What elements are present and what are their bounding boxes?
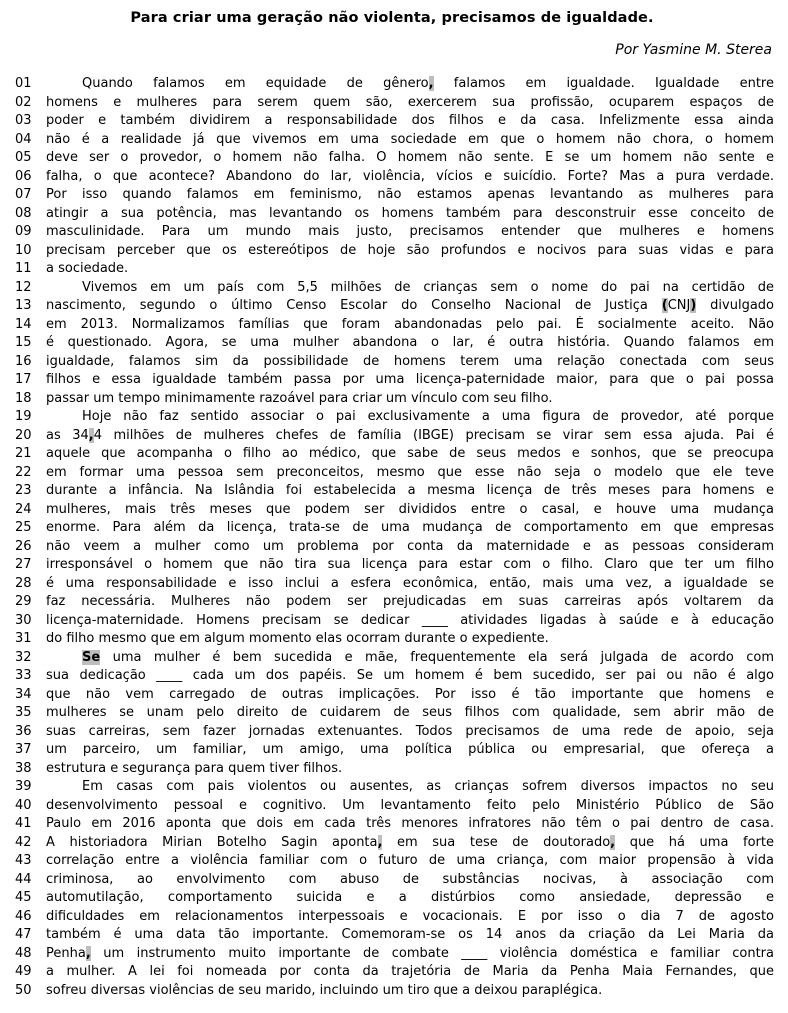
line-number: 45 <box>15 890 32 905</box>
line-number: 11 <box>15 261 32 276</box>
highlight-mark: , <box>610 834 616 850</box>
text-segment: não é a realidade já que vivemos em uma sociedade em que o homem não chora, o homem <box>46 131 774 147</box>
line-text <box>46 760 774 779</box>
line-text <box>46 260 774 279</box>
text-segment: dificuldades em relacionamentos interpessoais e vocacionais. E por isso o dia 7 de agosto <box>46 908 774 924</box>
line-text <box>46 926 774 945</box>
line-number: 23 <box>15 483 32 498</box>
line-number: 20 <box>15 427 32 443</box>
text-line <box>10 168 774 187</box>
text-segment: a sociedade. <box>46 261 129 276</box>
line-text <box>46 334 774 353</box>
highlight-mark: , <box>88 427 94 443</box>
text-segment: um parceiro, um familiar, um amigo, uma política pública ou empresarial, que ofereça a <box>46 742 774 757</box>
text-line <box>10 149 774 168</box>
line-text <box>46 834 774 853</box>
text-line <box>10 334 774 353</box>
text-line <box>10 797 774 816</box>
line-text <box>46 353 774 372</box>
line-text <box>46 723 774 742</box>
text-line <box>10 186 774 205</box>
text-segment: a mulher. A lei foi nomeada por conta da trajetória de Maria da Penha Maia Fernandes, que <box>46 964 774 979</box>
line-text <box>46 112 774 131</box>
text-segment: CNJ <box>667 298 691 313</box>
line-number: 02 <box>15 94 32 110</box>
text-segment: precisam perceber que os estereótipos de hoje são profundos e nocivos para suas vidas e para <box>46 242 774 258</box>
line-number: 28 <box>15 575 32 591</box>
text-segment: passar um tempo minimamente razoável para criar um vínculo com seu filho. <box>46 390 553 406</box>
line-text <box>46 630 774 649</box>
line-number: 33 <box>15 668 32 683</box>
line-number: 44 <box>15 871 32 887</box>
line-number: 37 <box>15 742 32 757</box>
text-line <box>10 538 774 557</box>
highlight-mark: Se <box>82 649 101 665</box>
text-line <box>10 963 774 982</box>
line-number: 06 <box>15 168 32 184</box>
line-number: 22 <box>15 464 32 480</box>
text-segment: desenvolvimento pessoal e cognitivo. Um levantamento feito pelo Ministério Público de São <box>46 797 774 813</box>
text-segment: durante a infância. Na Islândia foi estabelecida a mesma licença de três meses para homens e <box>46 483 774 498</box>
text-line <box>10 519 774 538</box>
line-text <box>46 519 774 538</box>
line-text <box>46 316 774 335</box>
text-segment: licença-maternidade. Homens precisam se dedicar ____ atividades ligadas à saúde e à educação <box>46 612 774 628</box>
line-text <box>46 297 774 316</box>
text-line <box>10 649 774 668</box>
text-line <box>10 778 774 797</box>
line-number: 39 <box>15 779 32 794</box>
text-line <box>10 686 774 705</box>
text-line <box>10 223 774 242</box>
text-segment: Vivemos em um país com 5,5 milhões de crianças sem o nome do pai na certidão de <box>82 279 774 295</box>
text-segment: atingir a sua potência, mas levantando os homens também para desconstruir esse conceito de <box>46 205 774 221</box>
line-number: 32 <box>15 649 32 665</box>
line-text <box>46 482 774 501</box>
line-number: 27 <box>15 557 32 572</box>
text-segment: Em casas com pais violentos ou ausentes, as crianças sofrem diversos impactos no seu <box>82 779 774 794</box>
line-number: 10 <box>15 242 32 258</box>
page-title: Para criar uma geração não violenta, precisamos de igualdade. <box>130 10 654 26</box>
text-line <box>10 630 774 649</box>
text-line <box>10 94 774 113</box>
line-number: 47 <box>15 927 32 942</box>
line-text <box>46 371 774 390</box>
text-segment: faz necessária. Mulheres não podem ser prejudicadas em suas carreiras após voltarem da <box>46 594 774 609</box>
text-segment: que há uma forte <box>615 834 774 850</box>
line-number: 05 <box>15 150 32 165</box>
text-segment: homens e mulheres para serem quem são, exercerem sua profissão, ocuparem espaços de <box>46 94 774 110</box>
text-segment: em sua tese de doutorado <box>382 834 611 850</box>
line-text <box>46 852 774 871</box>
line-text <box>46 815 774 834</box>
text-segment: falha, o que acontece? Abandono do lar, violência, vícios e suicídio. Forte? Mas a pura verdade. <box>46 168 774 184</box>
text-line <box>10 297 774 316</box>
text-segment: suas carreiras, sem fazer jornadas extenuantes. Todos precisamos de uma rede de apoio, seja <box>46 723 774 739</box>
line-number: 07 <box>15 187 32 202</box>
highlight-mark: ) <box>690 298 697 313</box>
text-segment: enorme. Para além da licença, trata-se de uma mudança de comportamento em que empresas <box>46 520 774 535</box>
text-segment: Paulo em 2016 aponta que dois em cada três menores infratores não têm o pai dentro de casa. <box>46 816 774 831</box>
text-line <box>10 75 774 94</box>
line-number: 40 <box>15 797 32 813</box>
text-segment: Quando falamos em equidade de gênero <box>82 76 429 91</box>
text-line <box>10 667 774 686</box>
line-text <box>46 279 774 298</box>
line-text <box>46 686 774 705</box>
text-line <box>10 482 774 501</box>
text-segment: nascimento, segundo o último Censo Escolar do Conselho Nacional de Justiça <box>46 298 662 313</box>
line-text <box>46 704 774 723</box>
line-text <box>46 94 774 113</box>
text-segment: deve ser o provedor, o homem não falha. O homem não sente. E se um homem não sente e <box>46 150 774 165</box>
text-segment: em 2013. Normalizamos famílias que foram abandonadas pelo pai. É socialmente aceito. Não <box>46 316 774 332</box>
text-body <box>10 75 774 1000</box>
text-line <box>10 445 774 464</box>
text-line <box>10 612 774 631</box>
line-number: 15 <box>15 335 32 350</box>
highlight-mark: , <box>377 834 383 850</box>
line-text <box>46 390 774 409</box>
line-number: 29 <box>15 594 32 609</box>
line-number: 43 <box>15 853 32 868</box>
text-segment: é questionado. Agora, se uma mulher abandona o lar, é outra história. Quando falamos em <box>46 335 774 350</box>
text-line <box>10 501 774 520</box>
line-number: 09 <box>15 224 32 239</box>
text-line <box>10 908 774 927</box>
highlight-mark: , <box>428 76 434 91</box>
highlight-mark: ( <box>661 298 668 313</box>
line-number: 24 <box>15 501 32 517</box>
text-line <box>10 427 774 446</box>
text-line <box>10 760 774 779</box>
line-text <box>46 205 774 224</box>
line-number: 17 <box>15 372 32 387</box>
line-number: 34 <box>15 686 32 702</box>
line-text <box>46 593 774 612</box>
text-line <box>10 945 774 964</box>
text-segment: uma mulher é bem sucedida e mãe, frequentemente ela será julgada de acordo com <box>100 649 774 665</box>
text-line <box>10 371 774 390</box>
line-number: 19 <box>15 409 32 424</box>
text-line <box>10 390 774 409</box>
line-number: 08 <box>15 205 32 221</box>
line-text <box>46 408 774 427</box>
text-segment: não veem a mulher como um problema por conta da maternidade e as pessoas consideram <box>46 538 774 554</box>
line-text <box>46 501 774 520</box>
line-number: 36 <box>15 723 32 739</box>
text-line <box>10 464 774 483</box>
line-text <box>46 427 774 446</box>
line-text <box>46 741 774 760</box>
author-byline: Por Yasmine M. Sterea <box>615 42 772 58</box>
line-text <box>46 575 774 594</box>
line-number: 31 <box>15 631 32 646</box>
text-segment: 4 milhões de mulheres chefes de família (IBGE) precisam se virar sem essa ajuda. Pai é <box>93 427 774 443</box>
text-segment: aquele que acompanha o filho ao médico, que sabe de seus medos e sonhos, que se preocupa <box>46 446 774 461</box>
highlight-mark: , <box>85 945 91 961</box>
line-number: 14 <box>15 316 32 332</box>
text-segment: irresponsável o homem que não tira sua licença para estar com o filho. Claro que ter um filho <box>46 557 774 572</box>
text-line <box>10 889 774 908</box>
line-number: 48 <box>15 945 32 961</box>
line-text <box>46 556 774 575</box>
text-line <box>10 316 774 335</box>
text-segment: em formar uma pessoa sem preconceitos, mesmo que esse não seja o modelo que ele teve <box>46 464 774 480</box>
line-number: 46 <box>15 908 32 924</box>
text-line <box>10 242 774 261</box>
line-text <box>46 464 774 483</box>
text-line <box>10 871 774 890</box>
text-segment: que não vem carregado de outras implicações. Por isso é tão importante que homens e <box>46 686 774 702</box>
text-line <box>10 982 774 1001</box>
text-segment: mulheres, mais três meses que podem ser divididos entre o casal, e houve uma mudança <box>46 501 774 517</box>
text-segment: filhos e essa igualdade também passa por uma licença-paternidade maior, para que o pai possa <box>46 372 774 387</box>
line-text <box>46 778 774 797</box>
text-line <box>10 408 774 427</box>
text-segment: automutilação, comportamento suicida e a distúrbios como ansiedade, depressão e <box>46 890 774 905</box>
line-number: 49 <box>15 964 32 979</box>
line-text <box>46 131 774 150</box>
line-number: 25 <box>15 520 32 535</box>
line-text <box>46 889 774 908</box>
line-number: 01 <box>15 76 32 91</box>
line-text <box>46 982 774 1001</box>
text-segment: é uma responsabilidade e isso inclui a esfera econômica, então, mais uma vez, a igualdade se <box>46 575 774 591</box>
line-number: 42 <box>15 834 32 850</box>
line-text <box>46 667 774 686</box>
line-text <box>46 797 774 816</box>
line-number: 38 <box>15 760 32 776</box>
line-text <box>46 612 774 631</box>
line-number: 35 <box>15 705 32 720</box>
text-segment: do filho mesmo que em algum momento elas ocorram durante o expediente. <box>46 631 549 646</box>
line-text <box>46 538 774 557</box>
line-text <box>46 945 774 964</box>
line-text <box>46 223 774 242</box>
line-text <box>46 149 774 168</box>
text-segment: igualdade, falamos sim da possibilidade de homens terem uma relação conectada com seus <box>46 353 774 369</box>
text-segment: Hoje não faz sentido associar o pai exclusivamente a uma figura de provedor, até porque <box>82 409 774 424</box>
text-segment: sua dedicação ____ cada um dos papéis. Se um homem é bem sucedido, ser pai ou não é algo <box>46 668 774 683</box>
line-text <box>46 963 774 982</box>
text-line <box>10 593 774 612</box>
line-number: 30 <box>15 612 32 628</box>
line-text <box>46 242 774 261</box>
text-segment: também é uma data tão importante. Comemoram-se os 14 anos da criação da Lei Maria da <box>46 927 774 942</box>
text-segment: falamos em igualdade. Igualdade entre <box>433 76 774 91</box>
text-line <box>10 279 774 298</box>
text-segment: criminosa, ao envolvimento com abuso de substâncias nocivas, à associação com <box>46 871 774 887</box>
text-line <box>10 741 774 760</box>
line-text <box>46 75 774 94</box>
text-line <box>10 834 774 853</box>
line-text <box>46 908 774 927</box>
line-text <box>46 445 774 464</box>
line-text <box>46 871 774 890</box>
text-line <box>10 260 774 279</box>
text-segment: A historiadora Mirian Botelho Sagin aponta <box>46 834 378 850</box>
line-number: 16 <box>15 353 32 369</box>
line-text <box>46 649 774 668</box>
line-number: 18 <box>15 390 32 406</box>
text-line <box>10 926 774 945</box>
text-line <box>10 131 774 150</box>
text-segment: sofreu diversas violências de seu marido, incluindo um tiro que a deixou paraplégica. <box>46 982 603 998</box>
line-text <box>46 168 774 187</box>
line-number: 03 <box>15 113 32 128</box>
text-segment: um instrumento muito importante de combate ____ violência doméstica e familiar contra <box>90 945 774 961</box>
text-segment: poder e também dividirem a responsabilidade dos filhos e da casa. Infelizmente essa ainda <box>46 113 774 128</box>
text-line <box>10 815 774 834</box>
text-segment: divulgado <box>696 298 774 313</box>
line-number: 50 <box>15 982 32 998</box>
text-line <box>10 704 774 723</box>
text-line <box>10 205 774 224</box>
text-line <box>10 353 774 372</box>
line-number: 13 <box>15 298 32 313</box>
text-line <box>10 852 774 871</box>
line-number: 12 <box>15 279 32 295</box>
text-segment: masculinidade. Para um mundo mais justo, precisamos entender que mulheres e homens <box>46 224 774 239</box>
text-line <box>10 575 774 594</box>
text-segment: mulheres se unam pelo direito de cuidarem de seus filhos com qualidade, sem abrir mão de <box>46 705 774 720</box>
text-segment: estrutura e segurança para quem tiver filhos. <box>46 760 343 776</box>
line-text <box>46 186 774 205</box>
line-number: 41 <box>15 816 32 831</box>
text-line <box>10 723 774 742</box>
text-segment: Penha <box>46 945 86 961</box>
text-segment: Por isso quando falamos em feminismo, não estamos apenas levantando as mulheres para <box>46 187 774 202</box>
text-segment: correlação entre a violência familiar com o futuro de uma criança, com maior propensão à vida <box>46 853 774 868</box>
line-number: 26 <box>15 538 32 554</box>
text-line <box>10 556 774 575</box>
text-segment: as 34 <box>46 427 89 443</box>
text-line <box>10 112 774 131</box>
line-number: 04 <box>15 131 32 147</box>
line-number: 21 <box>15 446 32 461</box>
